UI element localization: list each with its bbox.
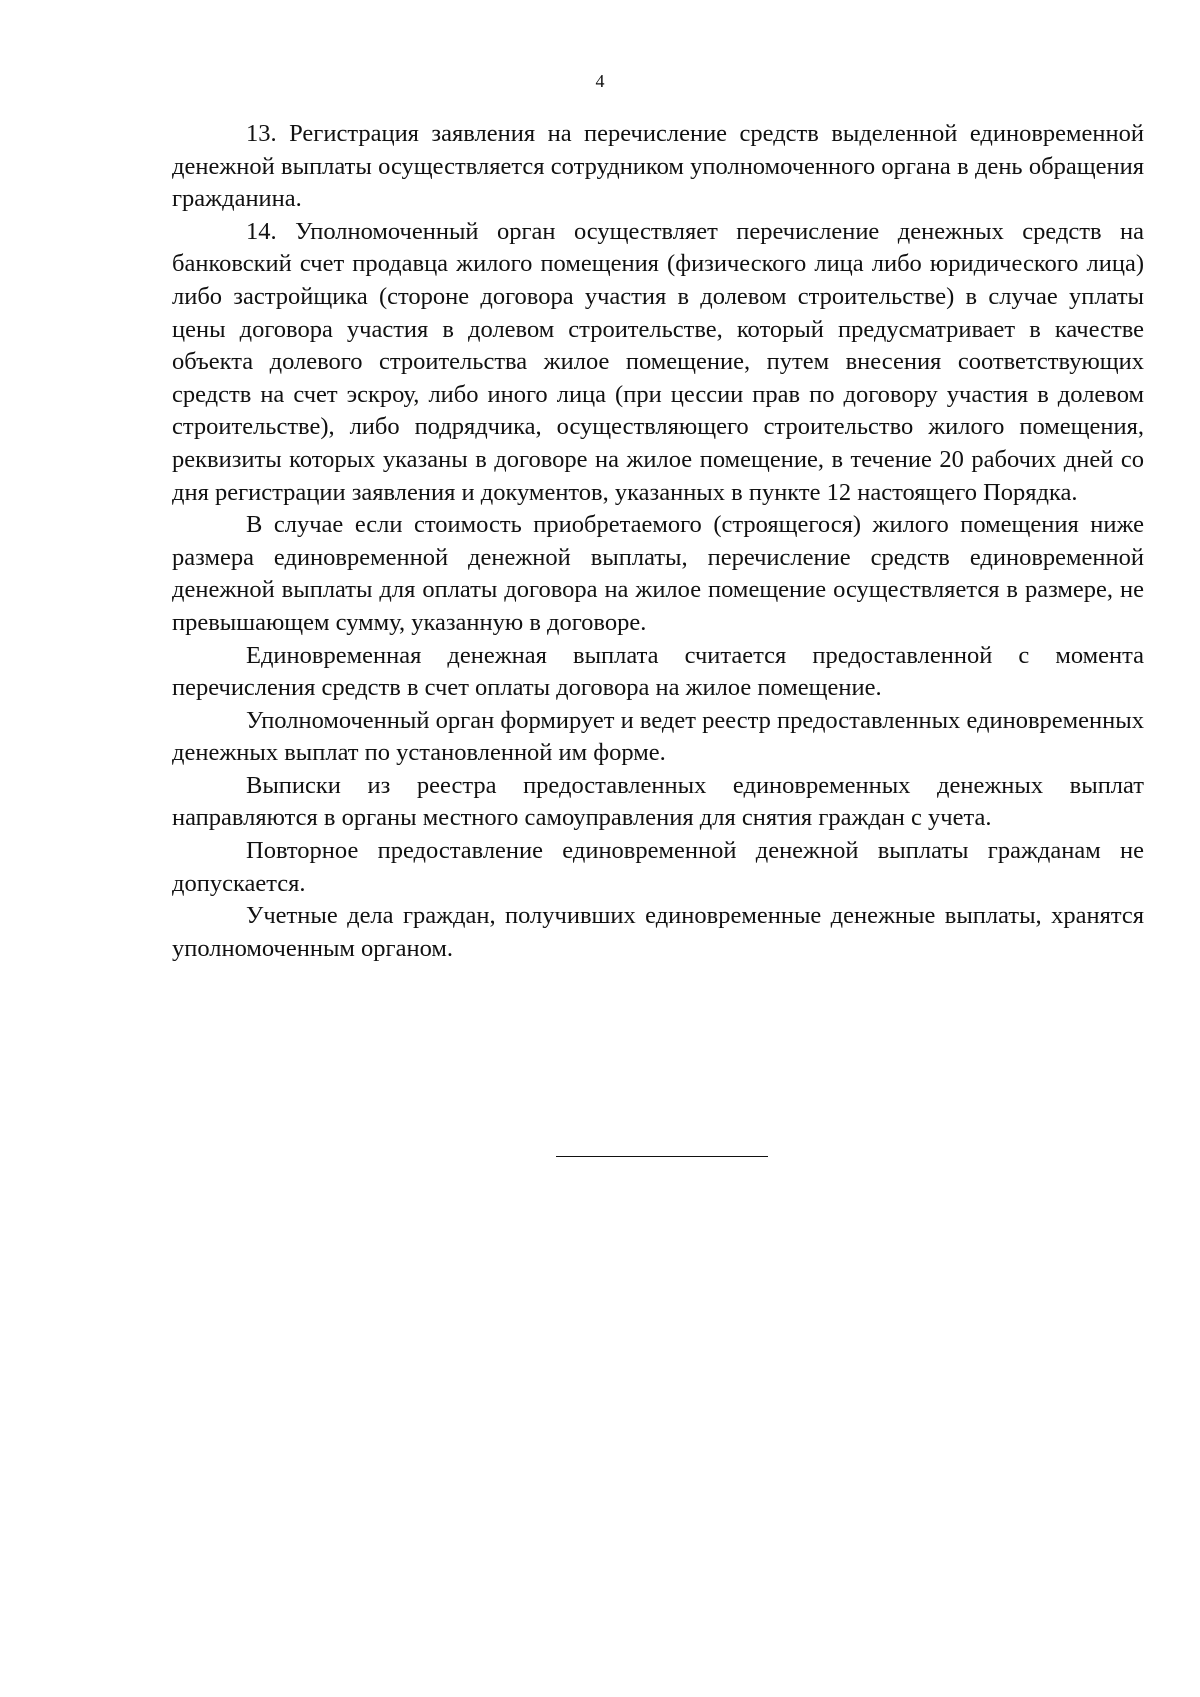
paragraph-registry-extracts: Выписки из реестра предоставленных единовременных денежных выплат направляются в органы местного самоуправления для снятия граждан с учета.	[172, 771, 1144, 832]
paragraph-records-storage: Учетные дела граждан, получивших единовременные денежные выплаты, хранятся уполномоченным органом.	[172, 902, 1144, 962]
paragraph-13-registration: 13. Регистрация заявления на перечисление средств выделенной единовременной денежной выплаты осуществляется сотрудником уполномоченного органа в день обращения гражданина.	[172, 120, 1144, 213]
end-separator-line	[556, 1156, 768, 1157]
paragraph-14-transfer: 14. Уполномоченный орган осуществляет перечисление денежных средств на банковский счет продавца жилого помещения (физического лица либо юридического лица) либо застройщика (стороне договора участия в долевом строительстве) в случае уплаты цены договора участия в долевом строительстве, который предусматривает в качестве объекта долевого строительства жилое помещение, путем внесения соответствующих средств на счет эскроу, либо иного лица (при цессии прав по договору участия в долевом строительстве), либо подрядчика, осуществляющего строительство жилого помещения, реквизиты которых указаны в договоре на жилое помещение, в течение 20 рабочих дней со дня регистрации заявления и документов, указанных в пункте 12 настоящего Порядка.	[172, 217, 1144, 506]
paragraph-cost-below-payment: В случае если стоимость приобретаемого (строящегося) жилого помещения ниже размера единовременной денежной выплаты, перечисление средств единовременной денежной выплаты для оплаты договора на жилое помещение осуществляется в размере, не превышающем сумму, указанную в договоре.	[172, 511, 1144, 636]
paragraph-registry: Уполномоченный орган формирует и ведет реестр предоставленных единовременных денежных выплат по установленной им форме.	[172, 706, 1144, 767]
page-number: 4	[595, 71, 605, 91]
document-body	[172, 118, 1144, 965]
paragraph-payment-provided: Единовременная денежная выплата считается предоставленной с момента перечисления средств в счет оплаты договора на жилое помещение.	[172, 641, 1144, 702]
paragraph-repeat-not-allowed: Повторное предоставление единовременной денежной выплаты гражданам не допускается.	[172, 837, 1144, 897]
